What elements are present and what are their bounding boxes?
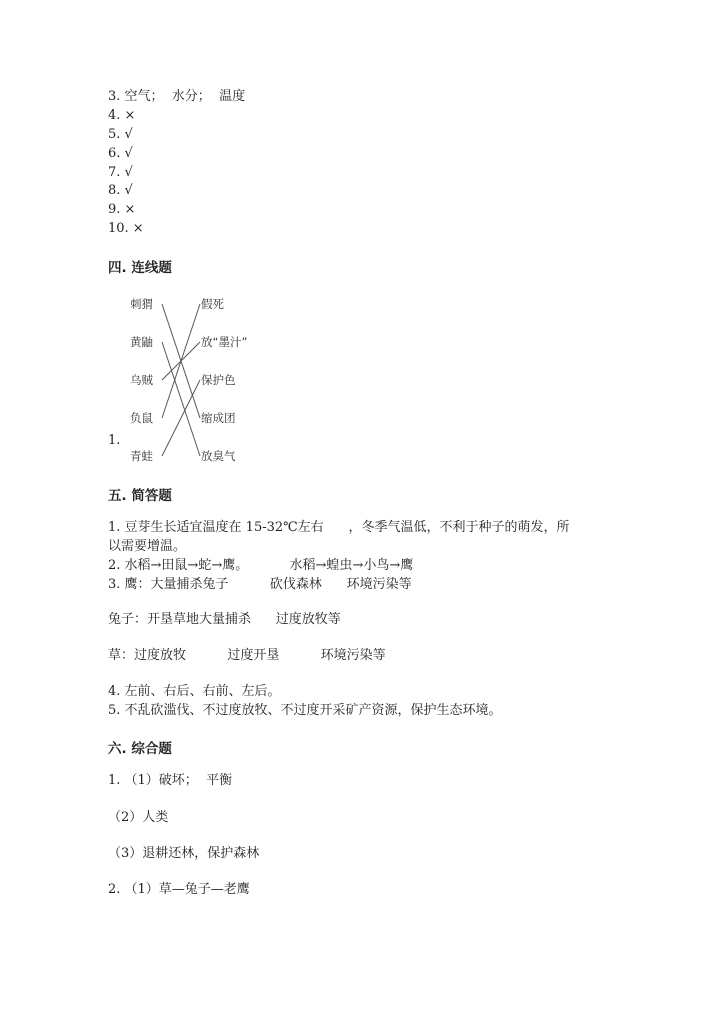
answer-line: 10. × <box>108 221 144 236</box>
answer-line: 4. 左前、右后、右前、左后。 <box>108 684 281 699</box>
answer-line: 7. √ <box>108 165 133 180</box>
match-line <box>162 380 200 456</box>
answer-line: 2. 水稻→田鼠→蛇→鹰。 水稻→蝗虫→小鸟→鹰 <box>108 558 414 573</box>
answer-line: 4. × <box>108 108 136 123</box>
answer-line: 1. （1）破坏； 平衡 <box>108 773 233 788</box>
match-line <box>162 342 200 456</box>
answer-line: 1. 豆芽生长适宜温度在 15-32℃左右 ，冬季气温低，不利于种子的萌发，所 <box>108 520 570 535</box>
left-label: 刺猬 <box>130 297 153 311</box>
answer-line: 草：过度放牧 过度开垦 环境污染等 <box>108 648 386 663</box>
left-label: 乌贼 <box>130 373 153 387</box>
left-label: 青蛙 <box>130 449 153 463</box>
answer-line: 8. √ <box>108 183 133 198</box>
right-label: 缩成团 <box>201 411 236 425</box>
right-label: 放臭气 <box>201 449 236 463</box>
answer-line: 3. 鹰：大量捕杀兔子 砍伐森林 环境污染等 <box>108 577 412 592</box>
section-heading: 六. 综合题 <box>108 741 172 757</box>
answer-line: 5. 不乱砍滥伐、不过度放牧、不过度开采矿产资源，保护生态环境。 <box>108 703 502 718</box>
answer-line: 6. √ <box>108 146 133 161</box>
section-heading: 五. 简答题 <box>108 488 172 504</box>
right-label: 保护色 <box>201 373 236 387</box>
answer-line: 2. （1）草—兔子—老鹰 <box>108 882 250 897</box>
answer-line: 5. √ <box>108 127 133 142</box>
answer-line: 3. 空气； 水分； 温度 <box>108 89 246 104</box>
answer-line: 以需要增温。 <box>108 539 187 554</box>
left-label: 黄鼬 <box>130 335 153 349</box>
right-label: 放“墨汁” <box>201 335 248 349</box>
section-heading: 四. 连线题 <box>108 260 172 276</box>
answer-line: 兔子：开垦草地大量捕杀 过度放牧等 <box>108 612 341 627</box>
left-label: 负鼠 <box>130 411 153 425</box>
answer-line: （2）人类 <box>108 810 169 825</box>
answer-line: 9. × <box>108 202 136 217</box>
right-label: 假死 <box>201 297 224 311</box>
matching-item-number: 1. <box>108 433 121 448</box>
answer-line: （3）退耕还林，保护森林 <box>108 846 260 861</box>
